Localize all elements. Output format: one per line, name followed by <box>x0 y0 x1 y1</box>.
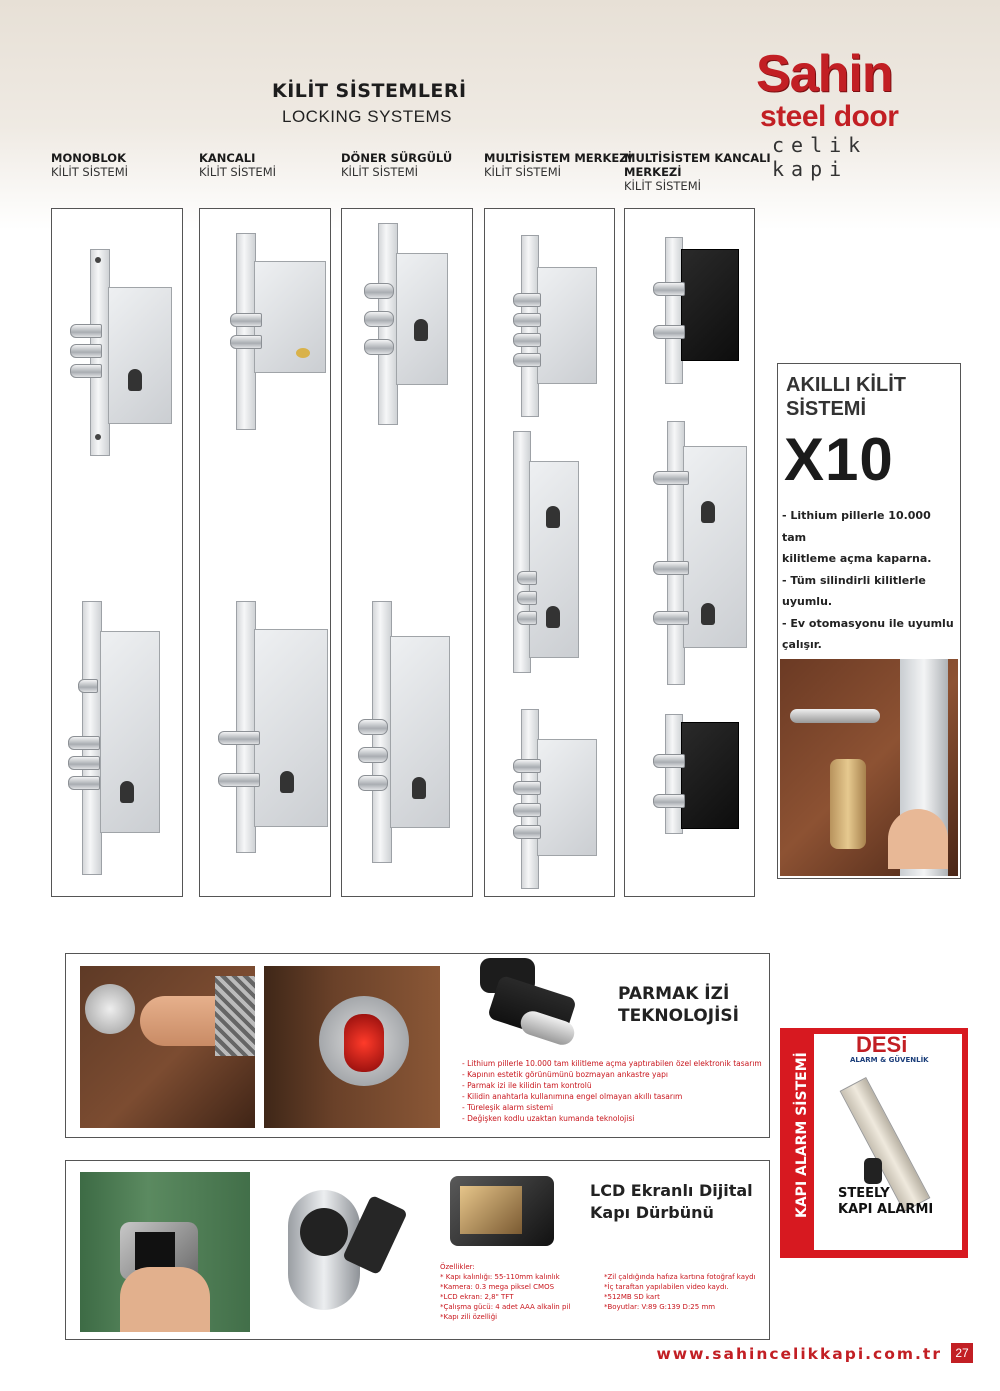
column-label-kancali <box>199 151 276 179</box>
feature-header: Özellikler: <box>440 1263 475 1271</box>
alarm-product-line: KAPI ALARMI <box>838 1202 934 1217</box>
smart-lock-features <box>782 505 957 656</box>
alarm-product-line: STEELY <box>838 1186 890 1201</box>
column-label-monoblok <box>51 151 128 179</box>
logo-brand: Sahin <box>756 45 893 103</box>
feature-line: * Kapı kalınlığı: 55-110mm kalınlık <box>440 1273 560 1281</box>
lcd-device-image <box>448 1170 558 1255</box>
product-box-multisistem <box>484 208 615 897</box>
smart-lock-title-line: SİSTEMİ <box>786 398 867 420</box>
smart-lock-title <box>786 373 906 421</box>
feature-line: - Tüm silindirli kilitlerle <box>782 573 926 587</box>
alarm-vertical-label: KAPI ALARM SİSTEMİ <box>794 1052 810 1218</box>
lcd-title-line: Kapı Dürbünü <box>590 1203 714 1222</box>
page-subtitle: LOCKING SYSTEMS <box>282 107 452 126</box>
smart-lock-title-line: AKILLI KİLİT <box>786 374 906 396</box>
product-box-doner <box>341 208 473 897</box>
feature-line: - Değişken kodlu uzaktan kumanda teknolojisi <box>462 1114 635 1123</box>
column-label-line: MONOBLOK <box>51 151 126 165</box>
feature-line: *Zil çaldığında hafıza kartına fotoğraf kaydı <box>604 1273 756 1281</box>
fingerprint-photo-1 <box>80 966 255 1128</box>
column-label-line: KİLİT SİSTEMİ <box>51 165 129 179</box>
column-label-line: KİLİT SİSTEMİ <box>484 165 562 179</box>
feature-line: - Türeleşik alarm sistemi <box>462 1103 554 1112</box>
feature-line: uyumlu. <box>782 595 833 608</box>
feature-line: *İç taraftan yapılabilen video kaydı. <box>604 1283 729 1291</box>
page-title: KİLİT SİSTEMLERİ <box>272 80 467 102</box>
alarm-brand-sub: ALARM & GÜVENLİK <box>850 1056 929 1064</box>
page-number: 27 <box>951 1343 973 1363</box>
column-label-line: MULTİSİSTEM MERKEZİ <box>484 151 632 165</box>
feature-line: *Kapı zili özelliği <box>440 1313 498 1321</box>
lcd-features-left <box>440 1262 600 1322</box>
column-label-multisistem <box>484 151 632 179</box>
column-label-line: DÖNER SÜRGÜLÜ <box>341 151 453 165</box>
feature-line: *Çalışma gücü: 4 adet AAA alkalin pil <box>440 1303 571 1311</box>
logo-celik-kapi: celik kapi <box>772 133 868 181</box>
product-box-kancali <box>199 208 331 897</box>
product-box-multisistem-kancali <box>624 208 755 897</box>
feature-line: - Lithium pillerle 10.000 tam <box>782 509 931 544</box>
lcd-photo-door <box>80 1172 250 1332</box>
product-box-monoblok <box>51 208 183 897</box>
lcd-viewer-image <box>270 1180 420 1330</box>
smart-lock-model: X10 <box>784 426 894 493</box>
alarm-brand: DESi <box>856 1032 908 1057</box>
feature-line: - Ev otomasyonu ile uyumlu <box>782 616 954 630</box>
alarm-remote-icon <box>864 1158 882 1184</box>
column-label-multisistem-kancali <box>624 151 771 193</box>
brand-logo <box>752 45 948 181</box>
column-label-line: KİLİT SİSTEMİ <box>341 165 419 179</box>
fingerprint-title-line: PARMAK İZİ <box>618 984 730 1004</box>
fingerprint-title <box>618 983 739 1027</box>
remote-control-image <box>472 958 582 1048</box>
feature-line: - Kapının estetik görünümünü bozmayan ankastre yapı <box>462 1070 668 1079</box>
fingerprint-photo-2 <box>264 966 440 1128</box>
feature-line: - Parmak izi ile kilidin tam kontrolü <box>462 1081 592 1090</box>
alarm-panel <box>780 1028 968 1258</box>
column-label-line: MERKEZİ <box>624 165 682 179</box>
feature-line: *Boyutlar: V:89 G:139 D:25 mm <box>604 1303 716 1311</box>
footer-website-link[interactable]: www.sahincelikkapi.com.tr <box>656 1345 942 1363</box>
column-label-line: KİLİT SİSTEMİ <box>624 179 702 193</box>
feature-line: *512MB SD kart <box>604 1293 660 1301</box>
logo-steel-door: steel door <box>760 100 899 133</box>
feature-line: *LCD ekran: 2,8" TFT <box>440 1293 514 1301</box>
feature-line: kilitleme açma kaparna. <box>782 552 932 565</box>
column-label-line: MULTİSİSTEM KANCALI <box>624 151 771 165</box>
fingerprint-features <box>462 1058 762 1124</box>
column-label-line: KİLİT SİSTEMİ <box>199 165 277 179</box>
feature-line: çalışır. <box>782 638 822 651</box>
lcd-features-right <box>604 1272 764 1312</box>
column-label-line: KANCALI <box>199 151 256 165</box>
feature-line: *Kamera: 0.3 mega piksel CMOS <box>440 1283 555 1291</box>
smart-lock-photo <box>780 659 958 876</box>
fingerprint-title-line: TEKNOLOJİSİ <box>618 1006 739 1026</box>
lcd-title <box>590 1180 753 1224</box>
lcd-title-line: LCD Ekranlı Dijital <box>590 1181 753 1200</box>
alarm-product-name <box>838 1186 933 1218</box>
column-label-doner <box>341 151 452 179</box>
feature-line: - Kilidin anahtarla kullanımına engel olmayan akıllı tasarım <box>462 1092 683 1101</box>
feature-line: - Lithium pillerle 10.000 tam kilitleme açma yaptırabilen özel elektronik tasarım <box>462 1059 762 1068</box>
